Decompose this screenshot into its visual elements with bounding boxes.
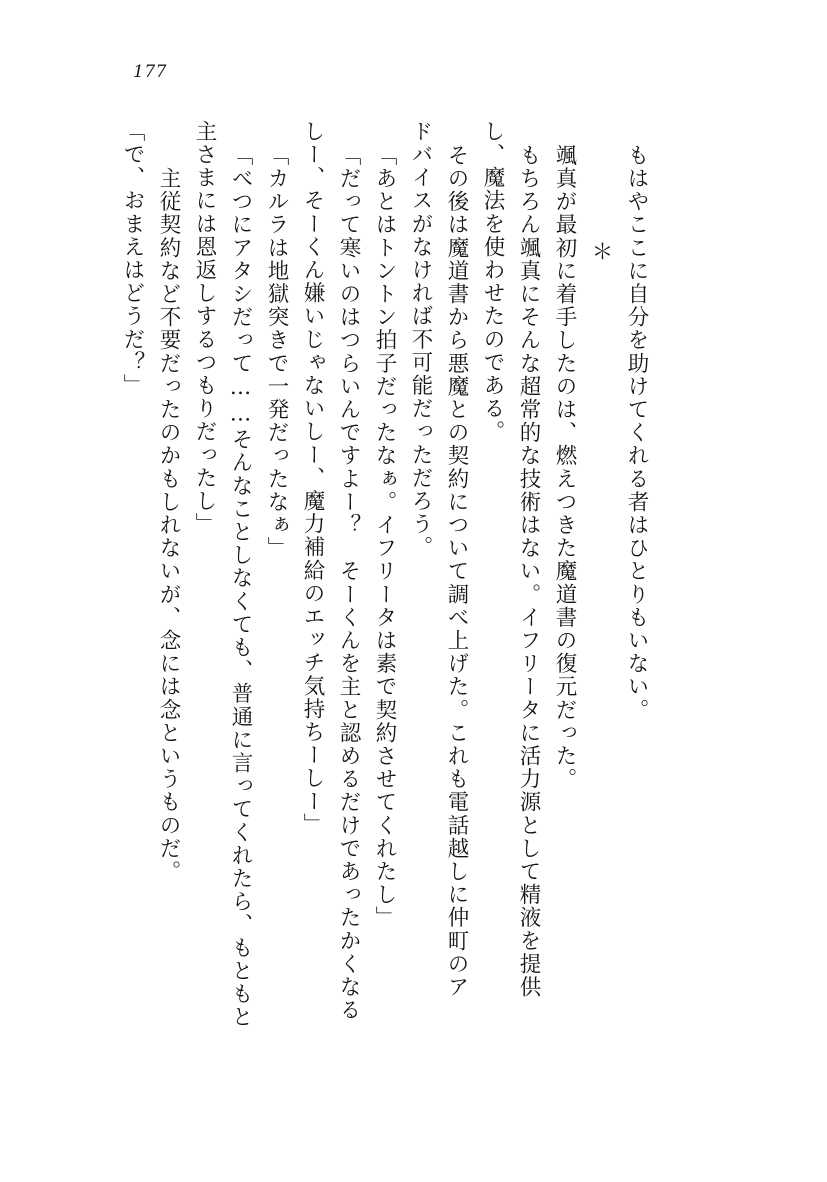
text-column: その後は魔道書から悪魔との契約について調べ上げた。これも電話越しに仲町のア — [444, 144, 469, 999]
scene-separator: ＊ — [588, 240, 613, 262]
text-column: もちろん颯真にそんな超常的な技術はない。イフリータに活力源として精液を提供 — [516, 144, 541, 999]
text-column: 「で、おまえはどうだ？」 — [120, 120, 145, 398]
text-column: 「べつにアタシだって……そんなことしなくても、普通に言ってくれたら、もともと — [228, 144, 253, 1029]
text-column: 「あとはトントン拍子だったなぁ。イフリータは素で契約させてくれたし」 — [372, 144, 397, 930]
text-column: 主従契約など不要だったのかもしれないが、念には念というものだ。 — [156, 144, 181, 884]
text-column: し、魔法を使わせたのである。 — [480, 120, 505, 444]
text-column: ドバイスがなければ不可能だっただろう。 — [408, 120, 433, 559]
text-column: もはやここに自分を助けてくれる者はひとりもいない。 — [624, 144, 649, 722]
page-number: 177 — [133, 62, 167, 82]
text-column: 颯真が最初に着手したのは、燃えつきた魔道書の復元だった。 — [552, 144, 577, 791]
text-column: 主さまには恩返しするつもりだったし」 — [192, 120, 217, 536]
text-column: 「カルラは地獄突きで一発だったなぁ」 — [264, 144, 289, 560]
text-column: 「だって寒いのはつらいんですよー？ そーくんを主と認めるだけであったかくなる — [336, 144, 361, 1022]
vertical-text-body — [107, 120, 707, 1065]
text-column: しー、そーくん嫌いじゃないしー、魔力補給のエッチ気持ちーしー」 — [300, 120, 325, 837]
